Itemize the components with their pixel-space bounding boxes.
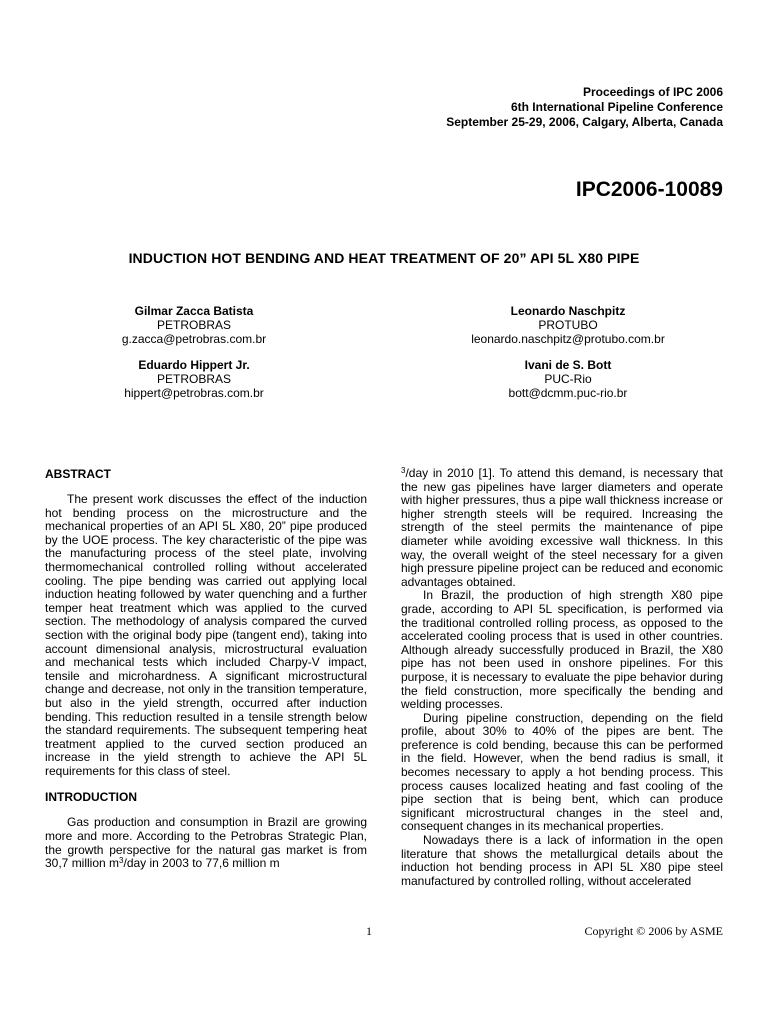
proceedings-line-3: September 25-29, 2006, Calgary, Alberta, Canada [446,115,723,129]
superscript-3: 3 [401,466,406,475]
author-name: Leonardo Naschpitz [510,304,626,318]
author-email: g.zacca@petrobras.com.br [121,332,267,346]
introduction-heading: INTRODUCTION [45,790,137,805]
author-affiliation: PUC-Rio [544,372,592,386]
intro-p1-part-b: /day in 2003 to 77,6 million m [123,856,280,871]
intro-paragraph-4: Nowadays there is a lack of information in the open literature that shows the metallurgical details about the induction hot bending process in API 5L X80 pipe steel manufactured by controlled rolling, without accelerated [401,833,723,888]
intro-paragraph-2: In Brazil, the production of high strength X80 pipe grade, according to API 5L specification, is performed via the traditional controlled rolling process, as opposed to the accelerated cooling process that is used in other countries. Although already successfully produced in Brazil, the X80 pipe has not been used in onshore pipelines. For this purpose, it is necessary to evaluate the pipe behavior during the field construction, more specifically the bending and welding processes. [401,588,723,712]
author-block [44,358,344,400]
superscript-3: 3 [119,856,124,866]
abstract-heading: ABSTRACT [45,467,111,481]
intro-p1-part-a: Gas production and consumption in Brazil are growing more and more. According to the Petrobras Strategic Plan, the growth perspective for the natural gas market is from 30,7 million m [45,815,367,871]
author-name: Ivani de S. Bott [524,358,612,372]
intro-p1-part-c: /day in 2010 [1]. To attend this demand, is necessary that the new gas pipelines have larger diameters and operate with higher pressures, thus a pipe wall thickness increase or higher strength steels will be required. Increasing the strength of the steel permits the maintenance of pipe diameter while avoiding excessive wall thickness. In this way, the overall weight of the steel necessary for a given high pressure pipeline project can be reduced and economic advantages obtained. [401,466,723,589]
intro-paragraph-1-continued [401,467,723,589]
author-email: leonardo.naschpitz@protubo.com.br [471,332,665,346]
intro-paragraph-1 [45,816,367,870]
author-affiliation: PROTUBO [538,318,598,332]
author-affiliation: PETROBRAS [156,318,231,332]
author-name: Gilmar Zacca Batista [134,304,254,318]
intro-paragraph-3: During pipeline construction, depending on the field profile, about 30% to 40% of the pipes are bent. The preference is cold bending, because this can be performed in the field. However, when the bend radius is small, it becomes necessary to apply a hot bending process. This process causes localized heating and fast cooling of the pipe section that is being bent, which can produce significant microstructural changes in the steel and, consequent changes in its mechanical properties. [401,710,723,834]
left-column [45,467,367,871]
proceedings-line-2: 6th International Pipeline Conference [510,100,723,114]
author-email: hippert@petrobras.com.br [124,386,264,400]
paper-title: INDUCTION HOT BENDING AND HEAT TREATMENT OF 20” API 5L X80 PIPE [128,250,640,266]
right-column [401,467,723,888]
author-block [44,304,344,346]
paper-id: IPC2006-10089 [575,178,723,201]
author-block [418,304,718,346]
author-affiliation: PETROBRAS [156,372,231,386]
proceedings-line-1: Proceedings of IPC 2006 [582,85,723,99]
author-email: bott@dcmm.puc-rio.br [508,386,628,400]
author-name: Eduardo Hippert Jr. [138,358,250,372]
author-block [418,358,718,400]
copyright-notice: Copyright © 2006 by ASME [584,924,723,938]
page-number: 1 [366,924,372,938]
abstract-paragraph: The present work discusses the effect of the induction hot bending process on the microstructure and the mechanical properties of an API 5L X80, 20” pipe produced by the UOE process. The key characteristic of the pipe was the manufacturing process of the steel plate, involving thermomechanical controlled rolling without accelerated cooling. The pipe bending was carried out applying local induction heating followed by water quenching and a further temper heat treatment which was applied to the curved section. The methodology of analysis compared the curved section with the original body pipe (tangent end), taking into account dimensional analysis, microstructural evaluation and mechanical tests which included Charpy-V impact, tensile and microhardness. A significant microstructural change and decrease, not only in the transition temperature, but also in the yield strength, occurred after induction bending. This reduction resulted in a tensile strength below the standard requirements. The subsequent tempering heat treatment applied to the curved section produced an increase in the yield strength to achieve the API 5L requirements for this class of steel. [45,492,367,778]
proceedings-header [446,85,723,130]
